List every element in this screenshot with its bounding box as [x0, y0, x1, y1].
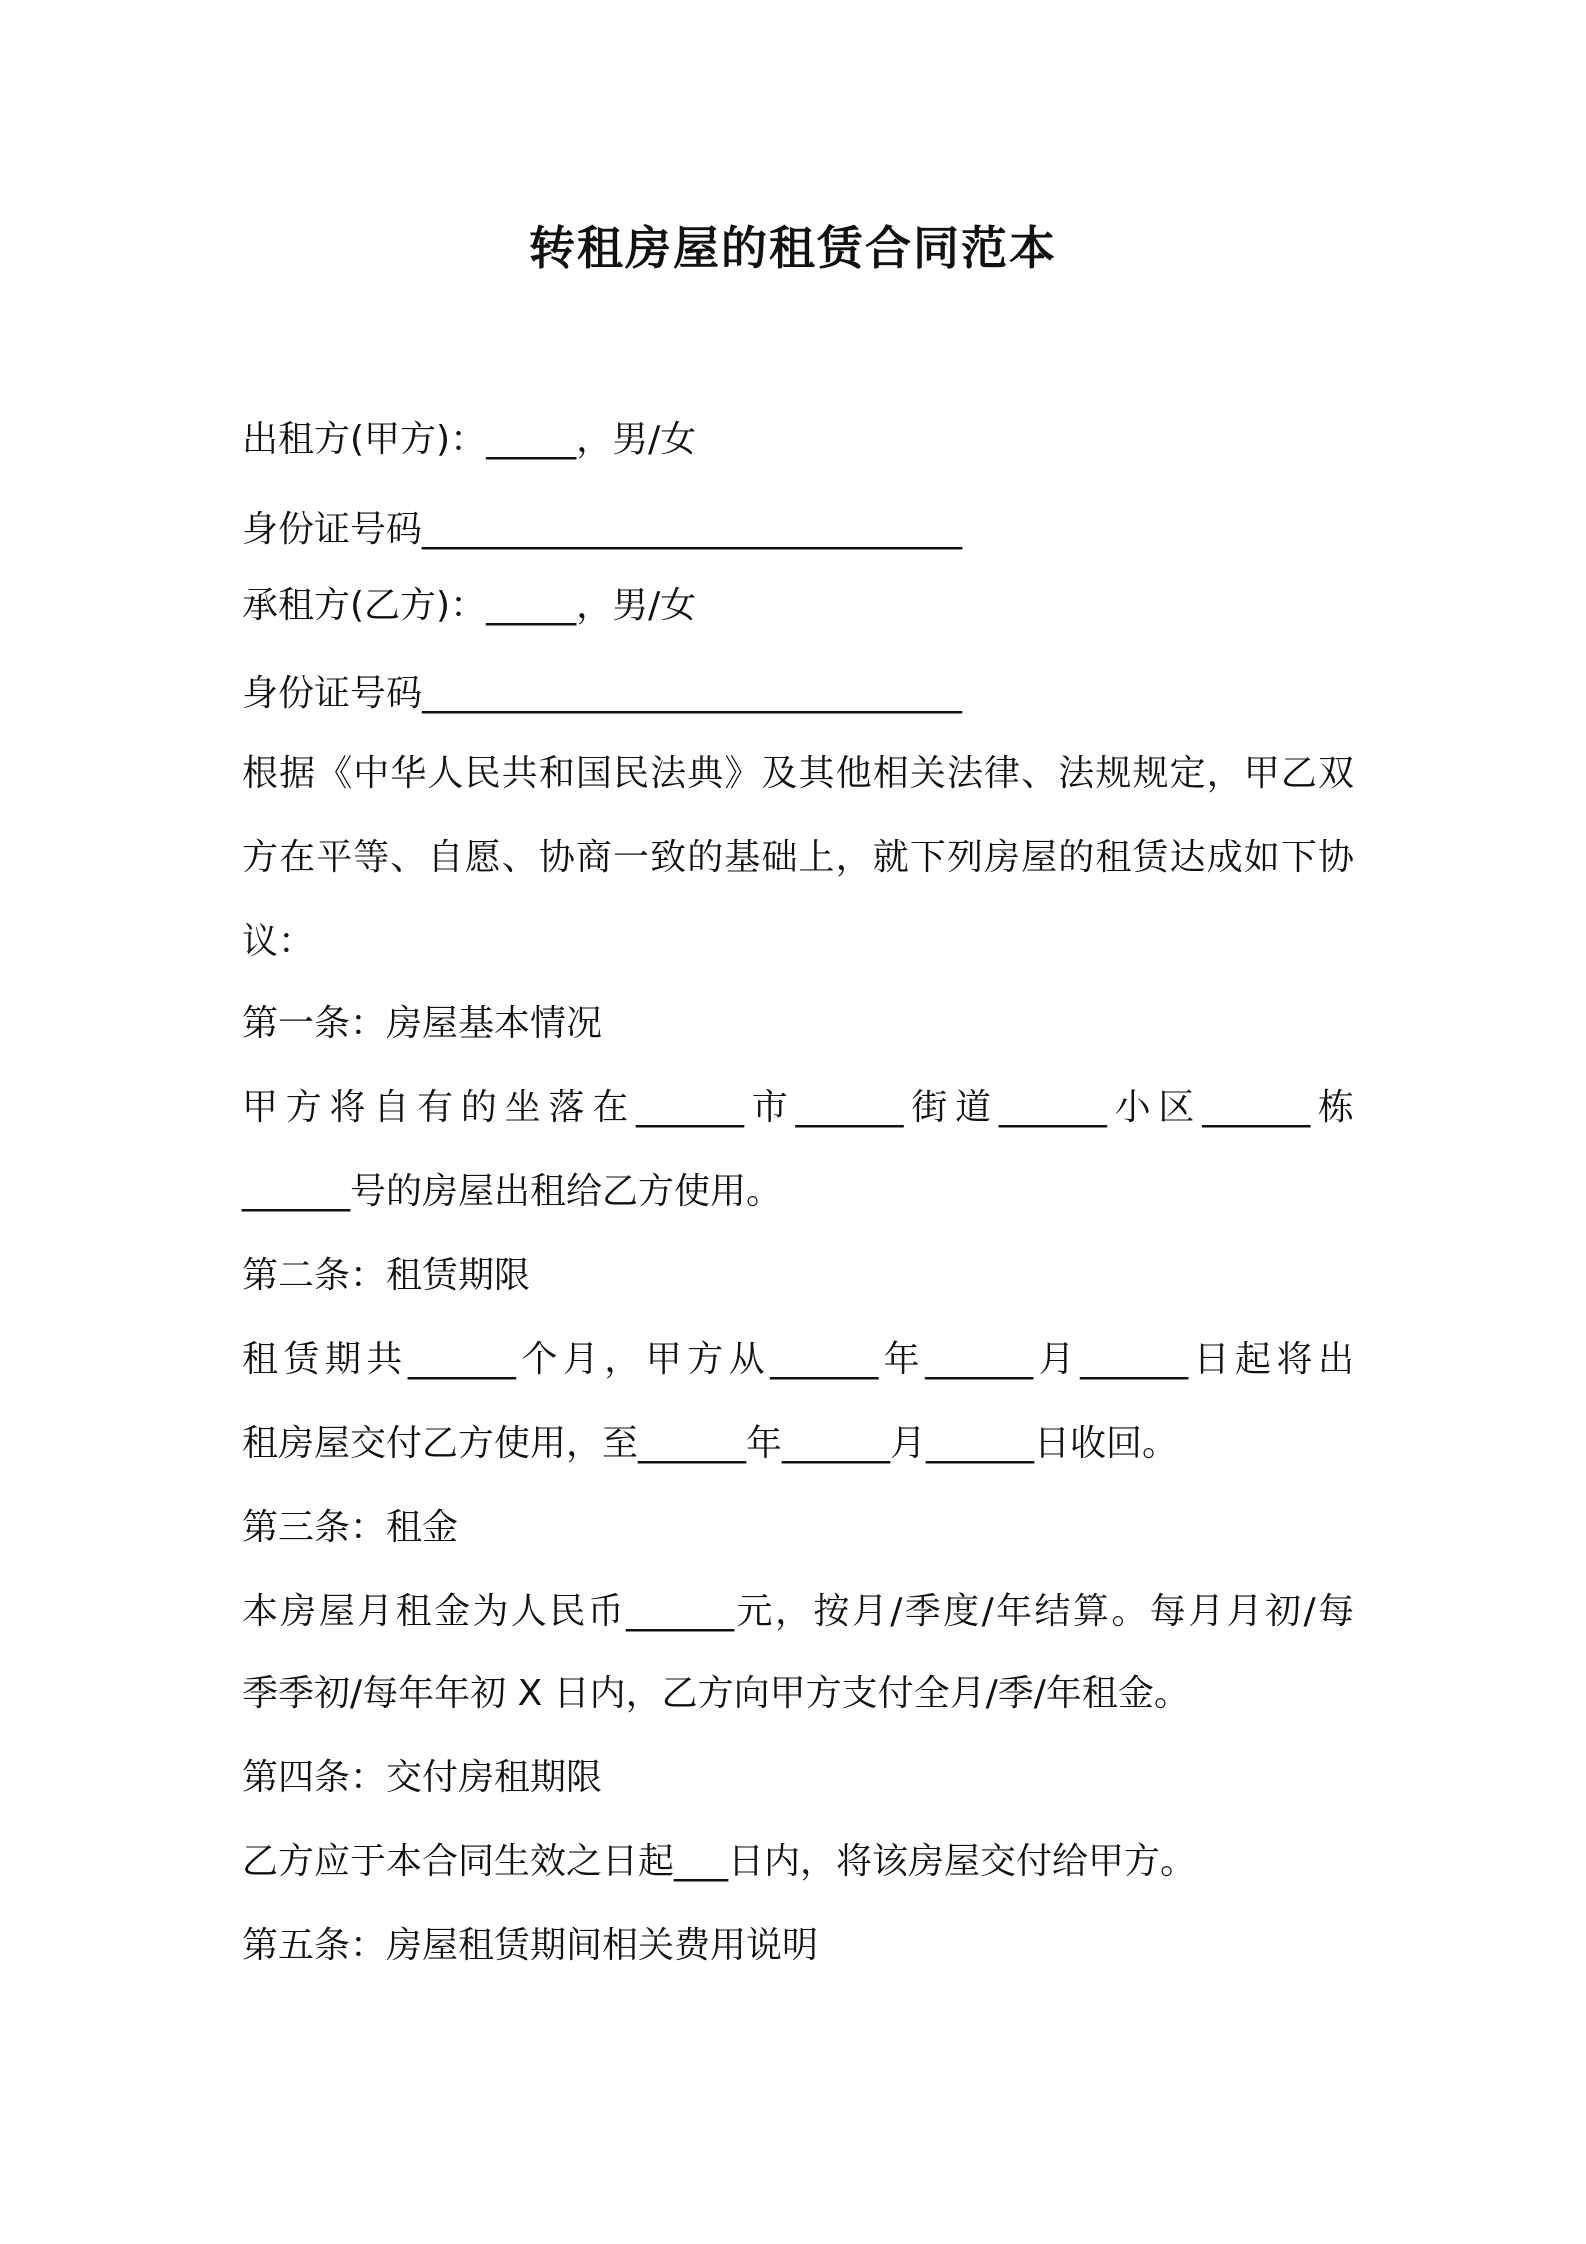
document-title: 转租房屋的租赁合同范本: [529, 221, 1057, 275]
preamble-line-3: 议：: [242, 921, 315, 962]
preamble-line-1: 根据《中华人民共和国民法典》及其他相关法律、法规规定，甲乙双: [242, 753, 1354, 794]
article-3-line-1: 本房屋月租金为人民币______元，按月/季度/年结算。每月月初/每: [242, 1591, 1354, 1632]
article-4-heading: 第四条：交付房租期限: [242, 1757, 603, 1798]
lessee-id-line: 身份证号码______________________________: [242, 673, 963, 714]
article-2-line-1: 租赁期共______个月，甲方从______年______月______日起将出: [242, 1339, 1354, 1380]
article-1-line-2: ______号的房屋出租给乙方使用。: [242, 1171, 783, 1212]
article-1-line-1: 甲方将自有的坐落在______市______街道______小区______栋: [242, 1087, 1354, 1128]
article-5-heading: 第五条：房屋租赁期间相关费用说明: [242, 1925, 819, 1966]
article-3-heading: 第三条：租金: [242, 1507, 459, 1548]
lessee-line: 承租方(乙方)：_____，男/女: [242, 585, 697, 626]
article-2-heading: 第二条：租赁期限: [242, 1255, 531, 1296]
preamble-line-2: 方在平等、自愿、协商一致的基础上，就下列房屋的租赁达成如下协: [242, 837, 1354, 878]
article-1-heading: 第一条：房屋基本情况: [242, 1003, 603, 1044]
article-2-line-2: 租房屋交付乙方使用，至______年______月______日收回。: [242, 1423, 1179, 1464]
article-3-line-2: 季季初/每年年初 X 日内，乙方向甲方支付全月/季/年租金。: [242, 1673, 1190, 1714]
lessor-id-line: 身份证号码______________________________: [242, 509, 963, 550]
article-4-line-1: 乙方应于本合同生效之日起___日内，将该房屋交付给甲方。: [242, 1841, 1197, 1882]
lessor-line: 出租方(甲方)：_____，男/女: [242, 419, 697, 460]
